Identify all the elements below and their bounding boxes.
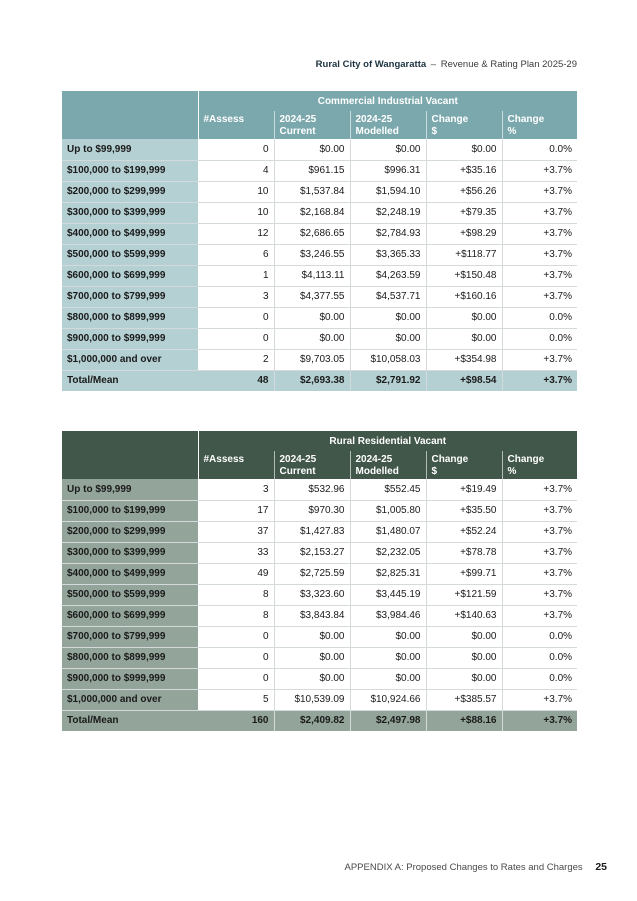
table-cell: $2,686.65 bbox=[274, 223, 350, 244]
table-cell: 48 bbox=[198, 370, 274, 391]
table-row bbox=[62, 307, 577, 328]
column-header-line1: #Assess bbox=[203, 114, 245, 125]
row-label: $300,000 to $399,999 bbox=[62, 542, 198, 563]
table-cell: +$98.54 bbox=[426, 370, 502, 391]
table-row bbox=[62, 349, 577, 370]
table-cell: 0 bbox=[198, 328, 274, 349]
table-cell: +3.7% bbox=[502, 521, 577, 542]
column-header bbox=[198, 451, 274, 479]
table-cell: +3.7% bbox=[502, 160, 577, 181]
table-cell: $2,784.93 bbox=[350, 223, 426, 244]
table-cell: 0.0% bbox=[502, 139, 577, 160]
table-cell: $10,058.03 bbox=[350, 349, 426, 370]
table-row bbox=[62, 542, 577, 563]
table-cell: 0.0% bbox=[502, 626, 577, 647]
table-cell: $0.00 bbox=[274, 307, 350, 328]
table-cell: +$354.98 bbox=[426, 349, 502, 370]
column-header-line1: Change bbox=[507, 114, 545, 125]
table-title: Commercial Industrial Vacant bbox=[198, 91, 577, 111]
row-label: $800,000 to $899,999 bbox=[62, 647, 198, 668]
column-header bbox=[502, 111, 577, 139]
table-cell: +3.7% bbox=[502, 542, 577, 563]
total-row bbox=[62, 370, 577, 391]
table-cell: $1,005.80 bbox=[350, 500, 426, 521]
row-label: $900,000 to $999,999 bbox=[62, 668, 198, 689]
column-header-line1: #Assess bbox=[203, 454, 245, 465]
rural-residential-vacant-table bbox=[62, 431, 577, 731]
table-cell: 8 bbox=[198, 584, 274, 605]
table-row bbox=[62, 521, 577, 542]
table-cell: 0.0% bbox=[502, 668, 577, 689]
table-cell: $2,791.92 bbox=[350, 370, 426, 391]
table-cell: +3.7% bbox=[502, 244, 577, 265]
table-cell: +$118.77 bbox=[426, 244, 502, 265]
table-row bbox=[62, 328, 577, 349]
table-cell: $3,365.33 bbox=[350, 244, 426, 265]
table-corner bbox=[62, 91, 198, 139]
column-header-line1: Change bbox=[431, 454, 469, 465]
table-cell: $552.45 bbox=[350, 479, 426, 500]
table-cell: $2,409.82 bbox=[274, 710, 350, 731]
table-row bbox=[62, 605, 577, 626]
row-label: Total/Mean bbox=[62, 710, 198, 731]
table-cell: $2,168.84 bbox=[274, 202, 350, 223]
row-label: Total/Mean bbox=[62, 370, 198, 391]
table-cell: 0 bbox=[198, 668, 274, 689]
table-cell: 2 bbox=[198, 349, 274, 370]
row-label: $700,000 to $799,999 bbox=[62, 286, 198, 307]
column-header-line1: 2024-25 bbox=[279, 114, 317, 125]
table-cell: 5 bbox=[198, 689, 274, 710]
table-cell: 33 bbox=[198, 542, 274, 563]
row-label: $1,000,000 and over bbox=[62, 689, 198, 710]
table-cell: +3.7% bbox=[502, 710, 577, 731]
table-cell: 0 bbox=[198, 626, 274, 647]
table-cell: $2,153.27 bbox=[274, 542, 350, 563]
row-label: Up to $99,999 bbox=[62, 139, 198, 160]
table-cell: $1,427.83 bbox=[274, 521, 350, 542]
table-cell: $4,263.59 bbox=[350, 265, 426, 286]
table-cell: $0.00 bbox=[426, 668, 502, 689]
page-header bbox=[316, 59, 577, 70]
table-cell: $2,497.98 bbox=[350, 710, 426, 731]
row-label: $800,000 to $899,999 bbox=[62, 307, 198, 328]
table-row bbox=[62, 500, 577, 521]
table-cell: $0.00 bbox=[350, 139, 426, 160]
column-header bbox=[426, 111, 502, 139]
table-cell: 0 bbox=[198, 307, 274, 328]
total-row bbox=[62, 710, 577, 731]
table-cell: +$79.35 bbox=[426, 202, 502, 223]
table-row bbox=[62, 647, 577, 668]
table-cell: $3,445.19 bbox=[350, 584, 426, 605]
table-cell: 0 bbox=[198, 139, 274, 160]
column-header bbox=[198, 111, 274, 139]
table-row bbox=[62, 286, 577, 307]
table-cell: 8 bbox=[198, 605, 274, 626]
row-label: $600,000 to $699,999 bbox=[62, 605, 198, 626]
table-cell: +$56.26 bbox=[426, 181, 502, 202]
column-header-line2: Current bbox=[279, 466, 316, 477]
table-row bbox=[62, 689, 577, 710]
table-cell: $3,984.46 bbox=[350, 605, 426, 626]
column-header-line2: $ bbox=[431, 466, 438, 477]
column-header-line2: Modelled bbox=[355, 126, 399, 137]
row-label: $1,000,000 and over bbox=[62, 349, 198, 370]
table-cell: 10 bbox=[198, 181, 274, 202]
column-header-line2: $ bbox=[431, 126, 438, 137]
row-label: $500,000 to $599,999 bbox=[62, 584, 198, 605]
column-header-line1: 2024-25 bbox=[355, 454, 393, 465]
table-cell: 0.0% bbox=[502, 647, 577, 668]
table-row bbox=[62, 223, 577, 244]
table-cell: 17 bbox=[198, 500, 274, 521]
table-cell: +3.7% bbox=[502, 479, 577, 500]
table-cell: +$19.49 bbox=[426, 479, 502, 500]
table-cell: $0.00 bbox=[350, 626, 426, 647]
page-number: 25 bbox=[595, 861, 607, 873]
table-cell: $3,843.84 bbox=[274, 605, 350, 626]
page-footer bbox=[345, 861, 608, 873]
table-row bbox=[62, 584, 577, 605]
table-cell: +$385.57 bbox=[426, 689, 502, 710]
row-label: $100,000 to $199,999 bbox=[62, 500, 198, 521]
table-row bbox=[62, 181, 577, 202]
table-cell: $4,377.55 bbox=[274, 286, 350, 307]
column-header bbox=[502, 451, 577, 479]
table-row bbox=[62, 202, 577, 223]
table-cell: +$121.59 bbox=[426, 584, 502, 605]
table-cell: $2,248.19 bbox=[350, 202, 426, 223]
table-cell: $3,323.60 bbox=[274, 584, 350, 605]
table-cell: 10 bbox=[198, 202, 274, 223]
row-label: Up to $99,999 bbox=[62, 479, 198, 500]
table-cell: +$160.16 bbox=[426, 286, 502, 307]
table-cell: $10,924.66 bbox=[350, 689, 426, 710]
column-header-line2: Modelled bbox=[355, 466, 399, 477]
table-cell: +$35.16 bbox=[426, 160, 502, 181]
table-cell: $1,594.10 bbox=[350, 181, 426, 202]
table-cell: $0.00 bbox=[426, 626, 502, 647]
table-cell: $9,703.05 bbox=[274, 349, 350, 370]
header-separator: – bbox=[430, 59, 437, 70]
table-cell: $0.00 bbox=[274, 139, 350, 160]
column-header-line2: % bbox=[507, 126, 517, 137]
header-org: Rural City of Wangaratta bbox=[315, 59, 427, 70]
table-cell: $2,693.38 bbox=[274, 370, 350, 391]
table-cell: +$99.71 bbox=[426, 563, 502, 584]
table-cell: $10,539.09 bbox=[274, 689, 350, 710]
table-row bbox=[62, 265, 577, 286]
table-row bbox=[62, 563, 577, 584]
table-cell: 0.0% bbox=[502, 328, 577, 349]
table-cell: $0.00 bbox=[274, 668, 350, 689]
column-header-line1: 2024-25 bbox=[279, 454, 317, 465]
table-cell: +3.7% bbox=[502, 286, 577, 307]
table-cell: $1,480.07 bbox=[350, 521, 426, 542]
table-cell: $0.00 bbox=[426, 328, 502, 349]
table-cell: $0.00 bbox=[350, 307, 426, 328]
row-label: $200,000 to $299,999 bbox=[62, 521, 198, 542]
table-cell: 4 bbox=[198, 160, 274, 181]
table-cell: +3.7% bbox=[502, 605, 577, 626]
row-label: $600,000 to $699,999 bbox=[62, 265, 198, 286]
table-cell: +$52.24 bbox=[426, 521, 502, 542]
table-cell: 37 bbox=[198, 521, 274, 542]
table-cell: 3 bbox=[198, 286, 274, 307]
column-header bbox=[426, 451, 502, 479]
table-cell: 0.0% bbox=[502, 307, 577, 328]
table-cell: $1,537.84 bbox=[274, 181, 350, 202]
commercial-industrial-vacant-table bbox=[62, 91, 577, 391]
table-cell: +$140.63 bbox=[426, 605, 502, 626]
column-header-line1: 2024-25 bbox=[355, 114, 393, 125]
table-cell: $0.00 bbox=[426, 647, 502, 668]
table-cell: 3 bbox=[198, 479, 274, 500]
row-label: $100,000 to $199,999 bbox=[62, 160, 198, 181]
table-cell: $0.00 bbox=[426, 139, 502, 160]
table-cell: +3.7% bbox=[502, 265, 577, 286]
row-label: $400,000 to $499,999 bbox=[62, 563, 198, 584]
column-header-line1: Change bbox=[507, 454, 545, 465]
table-cell: $2,232.05 bbox=[350, 542, 426, 563]
table-cell: $970.30 bbox=[274, 500, 350, 521]
table-cell: +3.7% bbox=[502, 689, 577, 710]
table-row bbox=[62, 479, 577, 500]
column-header-line1: Change bbox=[431, 114, 469, 125]
table-cell: +3.7% bbox=[502, 563, 577, 584]
table-cell: $4,537.71 bbox=[350, 286, 426, 307]
table-cell: $996.31 bbox=[350, 160, 426, 181]
table-cell: 6 bbox=[198, 244, 274, 265]
row-label: $300,000 to $399,999 bbox=[62, 202, 198, 223]
column-header-line2: Current bbox=[279, 126, 316, 137]
table-cell: 1 bbox=[198, 265, 274, 286]
table-cell: $2,725.59 bbox=[274, 563, 350, 584]
table-cell: +$150.48 bbox=[426, 265, 502, 286]
row-label: $400,000 to $499,999 bbox=[62, 223, 198, 244]
table-cell: $4,113.11 bbox=[274, 265, 350, 286]
table-cell: +$78.78 bbox=[426, 542, 502, 563]
table-cell: $0.00 bbox=[350, 647, 426, 668]
table-cell: +$35.50 bbox=[426, 500, 502, 521]
table-cell: $0.00 bbox=[274, 328, 350, 349]
table-cell: +3.7% bbox=[502, 181, 577, 202]
row-label: $700,000 to $799,999 bbox=[62, 626, 198, 647]
table-cell: $0.00 bbox=[274, 626, 350, 647]
table-cell: +3.7% bbox=[502, 370, 577, 391]
table-cell: 0 bbox=[198, 647, 274, 668]
row-label: $500,000 to $599,999 bbox=[62, 244, 198, 265]
table-cell: +3.7% bbox=[502, 584, 577, 605]
table-cell: $3,246.55 bbox=[274, 244, 350, 265]
table-cell: $0.00 bbox=[426, 307, 502, 328]
table-cell: $2,825.31 bbox=[350, 563, 426, 584]
table-row bbox=[62, 668, 577, 689]
column-header bbox=[274, 111, 350, 139]
table-row bbox=[62, 160, 577, 181]
table-cell: +3.7% bbox=[502, 223, 577, 244]
table-title: Rural Residential Vacant bbox=[198, 431, 577, 451]
column-header-line2: % bbox=[507, 466, 517, 477]
table-cell: +3.7% bbox=[502, 202, 577, 223]
column-header bbox=[350, 111, 426, 139]
table-cell: 49 bbox=[198, 563, 274, 584]
table-cell: +$88.16 bbox=[426, 710, 502, 731]
footer-section: APPENDIX A: Proposed Changes to Rates and Charges bbox=[344, 862, 583, 873]
table-row bbox=[62, 626, 577, 647]
column-header bbox=[274, 451, 350, 479]
table-cell: $0.00 bbox=[350, 668, 426, 689]
table-cell: $0.00 bbox=[350, 328, 426, 349]
table-cell: $961.15 bbox=[274, 160, 350, 181]
row-label: $900,000 to $999,999 bbox=[62, 328, 198, 349]
table-cell: +$98.29 bbox=[426, 223, 502, 244]
row-label: $200,000 to $299,999 bbox=[62, 181, 198, 202]
table-corner bbox=[62, 431, 198, 479]
column-header bbox=[350, 451, 426, 479]
table-cell: +3.7% bbox=[502, 349, 577, 370]
header-doc-title: Revenue & Rating Plan 2025-29 bbox=[440, 59, 577, 70]
table-cell: +3.7% bbox=[502, 500, 577, 521]
table-cell: 160 bbox=[198, 710, 274, 731]
table-cell: $0.00 bbox=[274, 647, 350, 668]
table-row bbox=[62, 244, 577, 265]
table-cell: $532.96 bbox=[274, 479, 350, 500]
table-row bbox=[62, 139, 577, 160]
table-cell: 12 bbox=[198, 223, 274, 244]
